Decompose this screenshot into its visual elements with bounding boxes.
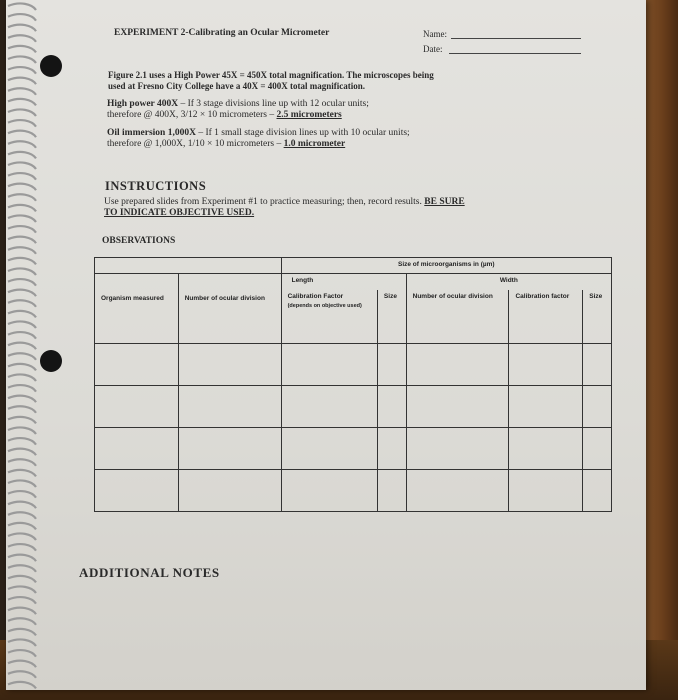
- spiral-coil: [8, 215, 36, 222]
- spiral-coil: [8, 449, 36, 456]
- spiral-coil: [8, 438, 36, 445]
- spiral-coil: [8, 279, 36, 286]
- name-line: [451, 38, 581, 39]
- additional-notes-heading: ADDITIONAL NOTES: [79, 565, 220, 580]
- spiral-coil: [8, 311, 36, 318]
- spiral-coil: [8, 427, 36, 434]
- spiral-coil: [8, 364, 36, 371]
- table-row: [95, 428, 612, 470]
- worksheet-page: [6, 0, 646, 690]
- spiral-coil: [8, 618, 36, 625]
- spiral-coil: [8, 290, 36, 297]
- spiral-coil: [8, 597, 36, 604]
- date-line: [449, 53, 581, 54]
- spiral-coil: [8, 173, 36, 180]
- spiral-coil: [8, 650, 36, 657]
- spiral-coil: [8, 205, 36, 212]
- spiral-coil: [8, 533, 36, 540]
- spiral-coil: [8, 639, 36, 646]
- table-row: [95, 386, 612, 428]
- col-width-calibration-factor: Calibration factor: [509, 290, 583, 344]
- spiral-coil: [8, 99, 36, 106]
- spiral-coil: [8, 555, 36, 562]
- spiral-coil: [8, 141, 36, 148]
- spiral-coil: [8, 88, 36, 95]
- col-width-size: Size: [583, 290, 612, 344]
- spiral-coil: [8, 491, 36, 498]
- spiral-coil: [8, 396, 36, 403]
- name-label: Name:: [423, 29, 447, 39]
- spiral-coil: [8, 258, 36, 265]
- spiral-coil: [8, 152, 36, 159]
- punch-hole-middle: [40, 350, 62, 372]
- spiral-coil: [8, 576, 36, 583]
- col-width-ocular-division: Number of ocular division: [406, 290, 509, 344]
- table-corner-cell: [95, 258, 179, 274]
- spiral-coil: [8, 523, 36, 530]
- spiral-coil: [8, 120, 36, 127]
- instructions-line1: Use prepared slides from Experiment #1 to practice measuring; then, record results. BE SURE: [104, 197, 465, 207]
- table-row: [95, 470, 612, 512]
- table-blank-cell: [178, 258, 281, 274]
- spiral-coil: [8, 56, 36, 63]
- spiral-coil: [8, 406, 36, 413]
- spiral-coil: [8, 14, 36, 21]
- spiral-coil: [8, 332, 36, 339]
- table-row: [95, 344, 612, 386]
- figure-text-line1: Figure 2.1 uses a High Power 45X = 450X total magnification. The microscopes being: [108, 70, 434, 80]
- spiral-coil: [8, 470, 36, 477]
- high-power-line2: therefore @ 400X, 3/12 × 10 micrometers – 2.5 micrometers: [107, 110, 342, 120]
- col-organism-measured: Organism measured: [95, 274, 179, 344]
- figure-text-line2: used at Fresno City College have a 40X = 400X total magnification.: [108, 81, 365, 91]
- spiral-coil: [8, 343, 36, 350]
- col-length-calibration-factor: Calibration Factor (depends on objective used): [281, 290, 377, 344]
- spiral-coil: [8, 385, 36, 392]
- length-group-header: Length: [281, 274, 406, 290]
- spiral-coil: [8, 480, 36, 487]
- spiral-coil: [8, 131, 36, 138]
- spiral-coil: [8, 374, 36, 381]
- spiral-coil: [8, 226, 36, 233]
- table-super-header: Size of microorganisms in (µm): [281, 258, 611, 274]
- observations-table: [94, 257, 612, 512]
- spiral-binding: [6, 0, 40, 690]
- spiral-coil: [8, 512, 36, 519]
- col-length-ocular-division: Number of ocular division: [178, 274, 281, 344]
- spiral-coil: [8, 682, 36, 689]
- spiral-coil: [8, 671, 36, 678]
- spiral-coil: [8, 300, 36, 307]
- spiral-coil: [8, 268, 36, 275]
- high-power-line1: High power 400X – If 3 stage divisions line up with 12 ocular units;: [107, 99, 369, 109]
- observations-heading: OBSERVATIONS: [102, 236, 176, 246]
- spiral-coil: [8, 78, 36, 85]
- spiral-coil: [8, 321, 36, 328]
- spiral-coil: [8, 184, 36, 191]
- instructions-heading: INSTRUCTIONS: [105, 179, 207, 193]
- spiral-coil: [8, 35, 36, 42]
- spiral-coil: [8, 417, 36, 424]
- oil-immersion-line2: therefore @ 1,000X, 1/10 × 10 micrometers – 1.0 micrometer: [107, 139, 346, 149]
- calibration-note: (depends on objective used): [287, 302, 362, 309]
- col-length-size: Size: [377, 290, 406, 344]
- spiral-coil: [8, 3, 36, 10]
- spiral-coil: [8, 194, 36, 201]
- spiral-coil: [8, 459, 36, 466]
- oil-immersion-line1: Oil immersion 1,000X – If 1 small stage division lines up with 10 ocular units;: [107, 128, 410, 138]
- spiral-coil: [8, 565, 36, 572]
- date-label: Date:: [423, 44, 443, 54]
- spiral-coil: [8, 237, 36, 244]
- spiral-coil: [8, 629, 36, 636]
- spiral-coil: [8, 67, 36, 74]
- spiral-coil: [8, 46, 36, 53]
- spiral-coil: [8, 353, 36, 360]
- spiral-coil: [8, 25, 36, 32]
- spiral-coil: [8, 586, 36, 593]
- spiral-coil: [8, 162, 36, 169]
- spiral-coil: [8, 608, 36, 615]
- spiral-coil: [8, 109, 36, 116]
- punch-hole-top: [40, 55, 62, 77]
- spiral-coil: [8, 544, 36, 551]
- spiral-coil: [8, 661, 36, 668]
- experiment-title: EXPERIMENT 2-Calibrating an Ocular Micrometer: [114, 28, 330, 38]
- width-group-header: Width: [406, 274, 611, 290]
- spiral-coil: [8, 247, 36, 254]
- instructions-line2: TO INDICATE OBJECTIVE USED.: [104, 208, 255, 218]
- spiral-coil: [8, 502, 36, 509]
